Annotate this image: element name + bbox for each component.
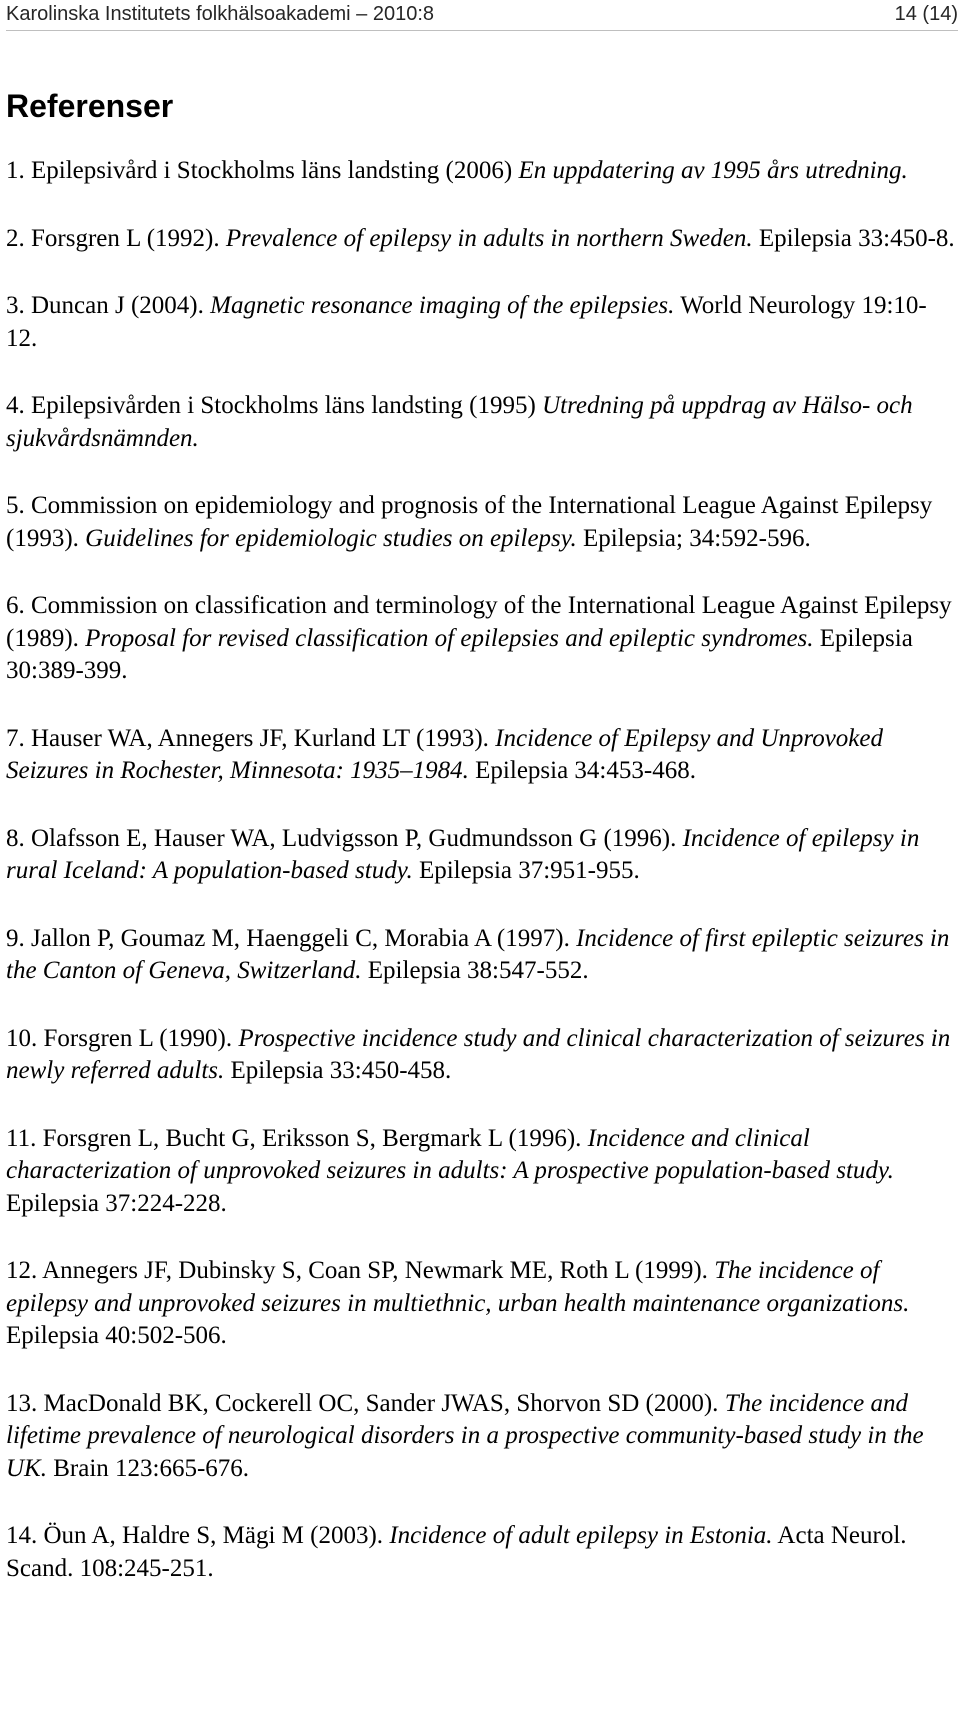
ref-number: 9. (6, 924, 31, 952)
ref-source: World Neurology 19:10-12. (6, 292, 927, 352)
ref-number: 6. (6, 592, 31, 619)
ref-title: Prospective incidence study and clinical characterization of seizures in newly referred adults. (6, 1024, 951, 1084)
ref-number: 10. (6, 1024, 44, 1052)
reference-item (6, 490, 956, 555)
ref-source: Epilepsia 33:450-8. (752, 224, 955, 252)
ref-title: The incidence and lifetime prevalence of neurological disorders in a prospective community-based study in the UK. (6, 1389, 924, 1482)
ref-source: Epilepsia 30:389-399. (6, 624, 913, 684)
ref-number: 5. (6, 492, 31, 519)
ref-source: Epilepsia 40:502-506. (6, 1322, 227, 1349)
header-title: Karolinska Institutets folkhälsoakademi – 2010:8 (6, 3, 435, 25)
ref-source: Epilepsia 33:450-458. (224, 1057, 452, 1084)
reference-item (6, 923, 956, 988)
reference-item (6, 1388, 956, 1486)
ref-number: 11. (6, 1124, 43, 1152)
ref-title: Utredning på uppdrag av Hälso- och sjukvårdsnämnden. (6, 392, 913, 452)
ref-authors: Forsgren L (1990). (43, 1024, 239, 1052)
ref-number: 13. (6, 1389, 44, 1417)
reference-item (6, 290, 956, 355)
ref-source: Epilepsia 38:547-552. (361, 957, 589, 984)
ref-number: 8. (6, 824, 31, 852)
ref-title: Incidence of epilepsy in rural Iceland: A population-based study. (6, 824, 920, 884)
reference-item (6, 1255, 956, 1353)
ref-source: Epilepsia; 34:592-596. (576, 524, 811, 552)
ref-title: Incidence of adult epilepsy in Estonia. (389, 1522, 773, 1549)
ref-authors: Forsgren L, Bucht G, Eriksson S, Bergmark L (1996). (42, 1124, 588, 1152)
ref-authors: Hauser WA, Annegers JF, Kurland LT (1993). (31, 724, 496, 752)
reference-item (6, 390, 956, 455)
ref-title: Prevalence of epilepsy in adults in northern Sweden. (225, 224, 753, 252)
reference-item (6, 155, 956, 188)
ref-title: Incidence of first epileptic seizures in the Canton of Geneva, Switzerland. (6, 924, 950, 984)
ref-title: The incidence of epilepsy and unprovoked seizures in multiethnic, urban health maintenance organizations. (6, 1257, 910, 1317)
ref-number: 2. (6, 224, 31, 252)
page-header (6, 0, 958, 31)
reference-item (6, 823, 956, 888)
ref-source: Epilepsia 34:453-468. (468, 757, 696, 784)
ref-number: 3. (6, 292, 31, 319)
ref-title: Guidelines for epidemiologic studies on epilepsy. (85, 524, 577, 552)
ref-authors: Jallon P, Goumaz M, Haenggeli C, Morabia A (1997). (31, 924, 577, 952)
reference-item (6, 223, 956, 256)
page-number: 14 (14) (894, 3, 958, 25)
reference-item (6, 1520, 956, 1585)
ref-number: 7. (6, 724, 31, 752)
ref-authors: Commission on epidemiology and prognosis of the International League Against Epilepsy (1993). (6, 492, 933, 552)
reference-item (6, 723, 956, 788)
ref-authors: Forsgren L (1992). (31, 224, 226, 252)
ref-title: Incidence and clinical characterization of unprovoked seizures in adults: A prospective population-based study. (6, 1124, 894, 1184)
ref-number: 12. (6, 1257, 43, 1284)
ref-number: 4. (6, 392, 31, 419)
reference-list (6, 155, 956, 1620)
ref-source: Epilepsia 37:951-955. (412, 857, 640, 884)
ref-authors: Annegers JF, Dubinsky S, Coan SP, Newmark ME, Roth L (1999). (42, 1257, 715, 1284)
ref-authors: MacDonald BK, Cockerell OC, Sander JWAS, Shorvon SD (2000). (43, 1389, 725, 1417)
ref-title: Proposal for revised classification of epilepsies and epileptic syndromes. (85, 624, 814, 652)
reference-item (6, 1023, 956, 1088)
ref-authors: Epilepsivården i Stockholms läns landsting (1995) (31, 392, 543, 419)
ref-authors: Commission on classification and terminology of the International League Against Epilepsy (1989). (6, 592, 952, 652)
reference-item (6, 1123, 956, 1221)
ref-source: Epilepsia 37:224-228. (6, 1189, 227, 1217)
ref-number: 14. (6, 1522, 44, 1549)
ref-authors: Olafsson E, Hauser WA, Ludvigsson P, Gudmundsson G (1996). (31, 824, 683, 852)
ref-title: Magnetic resonance imaging of the epilepsies. (210, 292, 675, 319)
ref-source: Brain 123:665-676. (46, 1454, 250, 1482)
ref-authors: Öun A, Haldre S, Mägi M (2003). (43, 1522, 390, 1549)
section-heading: Referenser (6, 88, 174, 124)
reference-item (6, 590, 956, 688)
ref-authors: Duncan J (2004). (31, 292, 211, 319)
ref-title: En uppdatering av 1995 års utredning. (518, 157, 908, 184)
ref-source: Acta Neurol. Scand. 108:245-251. (6, 1522, 907, 1582)
ref-number: 1. (6, 157, 31, 184)
ref-authors: Epilepsivård i Stockholms läns landsting (2006) (31, 157, 519, 184)
ref-title: Incidence of Epilepsy and Unprovoked Seizures in Rochester, Minnesota: 1935–1984. (6, 724, 883, 784)
